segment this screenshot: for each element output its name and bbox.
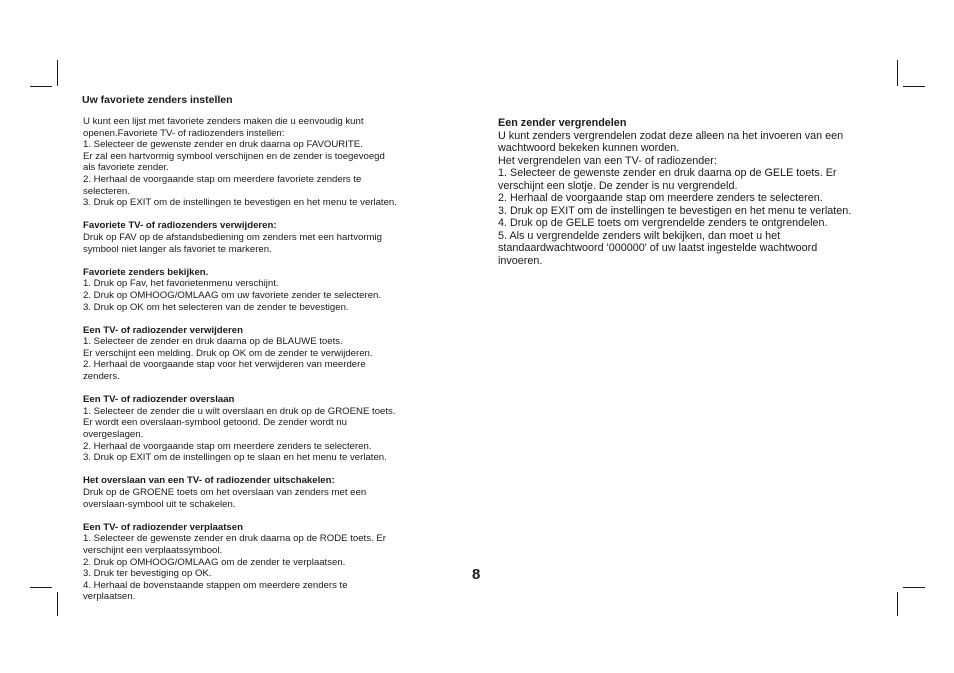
section-channel-move <box>83 522 458 603</box>
crop-mark-top-left-horizontal <box>30 86 52 87</box>
section-body: U kunt zenders vergrendelen zodat deze alleen na het invoeren van een wachtwoord bekeken kunnen worden. Het vergrendelen van een TV- of radiozender: 1. Selecteer de gewenste zender en druk daarna op de GELE toets. Er verschijnt een slotje. De zender is nu vergrendeld. 2. Herhaal de voorgaande stap om meerdere zenders te selecteren. 3. Druk op EXIT om de instellingen te bevestigen en het menu te verlaten. 4. Druk op de GELE toets om vergrendelde zenders te ontgrendelen. 5. Als u vergrendelde zenders wilt bekijken, dan moet u het standaardwachtwoord '000000' of uw laatst ingestelde wachtwoord invoeren. <box>498 129 852 267</box>
crop-mark-bottom-right-horizontal <box>903 587 925 588</box>
section-skip-disable <box>83 475 458 510</box>
section-body: 1. Druk op Fav, het favorietenmenu verschijnt. 2. Druk op OMHOOG/OMLAAG om uw favoriete zender te selecteren. 3. Druk op OK om het selecteren van de zender te bevestigen. <box>83 278 382 313</box>
page-number: 8 <box>472 566 481 583</box>
section-intro <box>83 116 458 209</box>
section-channel-skip <box>83 394 458 464</box>
section-heading: Een TV- of radiozender verplaatsen <box>83 521 243 533</box>
section-body: 1. Selecteer de gewenste zender en druk daarna op de RODE toets. Er verschijnt een verplaatssymbool. 2. Druk op OMHOOG/OMLAAG om de zender te verplaatsen. 3. Druk ter bevestiging op OK. 4. Herhaal de bovenstaande stappen om meerdere zenders te verplaatsen. <box>83 533 386 603</box>
section-heading: Een zender vergrendelen <box>498 117 627 129</box>
section-body: Druk op FAV op de afstandsbediening om zenders met een hartvormig symbool niet langer als favoriet te markeren. <box>83 231 382 255</box>
crop-mark-top-right-vertical <box>897 60 898 86</box>
crop-mark-bottom-left-horizontal <box>30 587 52 588</box>
section-heading: Een TV- of radiozender overslaan <box>83 394 235 406</box>
page-title: Uw favoriete zenders instellen <box>82 94 233 106</box>
section-heading: Favoriete TV- of radiozenders verwijderen: <box>83 220 277 232</box>
section-channel-delete <box>83 325 458 383</box>
section-body: 1. Selecteer de zender die u wilt overslaan en druk op de GROENE toets. Er wordt een overslaan-symbool getoond. De zender wordt nu overgeslagen. 2. Herhaal de voorgaande stap om meerdere zenders te selecteren. 3. Druk op EXIT om de instellingen op te slaan en het menu te verlaten. <box>83 405 396 464</box>
crop-mark-top-right-horizontal <box>903 86 925 87</box>
section-favorites-remove <box>83 220 458 255</box>
section-body: U kunt een lijst met favoriete zenders maken die u eenvoudig kunt openen.Favoriete TV- of radiozenders instellen: 1. Selecteer de gewenste zender en druk daarna op FAVOURITE. Er zal een hartvormig symbool verschijnen en de zender is toegevoegd als favoriete zender. 2. Herhaal de voorgaande stap om meerdere favoriete zenders te selecteren. 3. Druk op EXIT om de instellingen te bevestigen en het menu te verlaten. <box>83 116 397 209</box>
right-column <box>498 117 898 279</box>
section-heading: Een TV- of radiozender verwijderen <box>83 324 243 336</box>
section-body: 1. Selecteer de zender en druk daarna op de BLAUWE toets. Er verschijnt een melding. Druk op OK om de zender te verwijderen. 2. Herhaal de voorgaande stap voor het verwijderen van meerdere zenders. <box>83 336 373 383</box>
section-favorites-view <box>83 267 458 313</box>
crop-mark-bottom-right-vertical <box>897 592 898 616</box>
section-body: Druk op de GROENE toets om het overslaan van zenders met een overslaan-symbool uit te schakelen. <box>83 487 367 510</box>
section-heading: Favoriete zenders bekijken. <box>83 266 209 278</box>
section-heading: Het overslaan van een TV- of radiozender uitschakelen: <box>83 475 335 487</box>
crop-mark-top-left-vertical <box>57 60 58 86</box>
left-column <box>83 116 458 615</box>
crop-mark-bottom-left-vertical <box>57 592 58 616</box>
section-channel-lock <box>498 117 898 267</box>
